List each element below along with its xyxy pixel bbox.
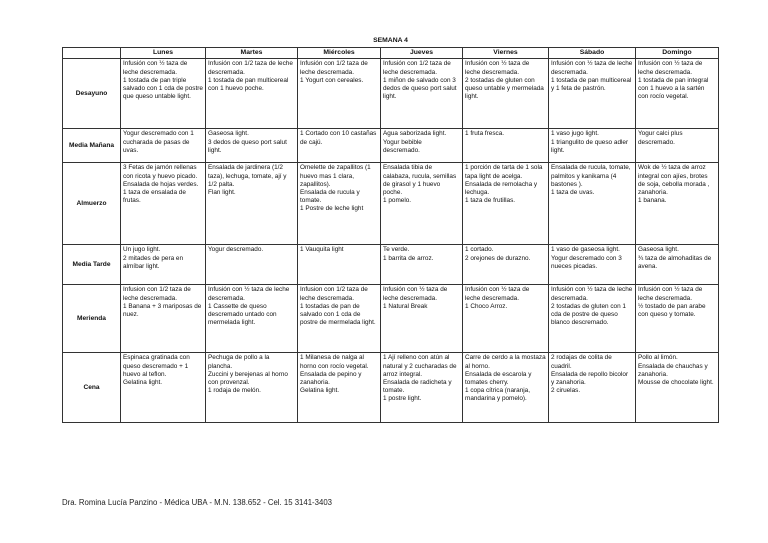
- meal-item: 2 tostadas de gluten con 1 cda de postre de queso blanco descremado.: [551, 302, 626, 327]
- meal-cell: [206, 353, 298, 423]
- meal-item: 1 barrita de arroz.: [383, 254, 434, 262]
- meal-item: 1 taza de frutillas.: [465, 197, 516, 205]
- meal-cell: [463, 353, 549, 423]
- meal-item: Infusión con ½ taza de leche descremada.: [123, 60, 188, 76]
- meal-cell: [636, 163, 719, 245]
- meal-item: Mousse de chocolate light.: [638, 379, 714, 387]
- day-header-4: Jueves: [381, 48, 463, 59]
- meal-item: Ensalada de repollo bicolor y zanahoria.: [551, 370, 629, 387]
- meal-item: Ensalada de jardinera (1/2 taza), lechuga, tomate, ají y 1/2 palta.: [208, 164, 287, 188]
- meal-item: 1 rodaja de melón.: [208, 387, 261, 395]
- meal-item: 1 miñon de salvado con 3 dedos de queso port salut light.: [383, 76, 457, 101]
- meal-rows: [63, 59, 719, 423]
- meal-item: 1 Milanesa de nalga al horno con rocío vegetal.: [300, 354, 369, 370]
- meal-item: 1 pomelo.: [383, 197, 412, 205]
- day-header-7: Domingo: [636, 48, 719, 59]
- meal-cell: [121, 245, 206, 285]
- meal-item: 2 tostadas de gluten con queso untable y mermelada light.: [465, 76, 544, 101]
- meal-item: 1 cortado.: [465, 246, 494, 254]
- meal-cell: [381, 285, 463, 353]
- meal-cell: [298, 163, 381, 245]
- meal-item: Ensalada de remolacha y lechuga.: [465, 180, 538, 197]
- meal-item: 1 Vauquita light: [300, 246, 344, 254]
- meal-cell: [636, 353, 719, 423]
- meal-cell: [298, 245, 381, 285]
- meal-item: 1 tostada de pan integral con 1 huevo a la sartén con rocío vegetal.: [638, 76, 709, 101]
- meal-cell: [636, 129, 719, 163]
- meal-item: 1 taza de uvas.: [551, 189, 595, 197]
- meal-cell: [549, 129, 636, 163]
- meal-item: Ensalada de hojas verdes.: [123, 180, 199, 188]
- meal-item: 1 Yogurt con cereales.: [300, 76, 364, 84]
- meal-cell: [636, 59, 719, 129]
- meal-row: [63, 163, 719, 245]
- day-header-3: Miércoles: [298, 48, 381, 59]
- day-header-6: Sábado: [549, 48, 636, 59]
- meal-cell: [121, 285, 206, 353]
- meal-item: Pollo al limón.: [638, 354, 678, 362]
- meal-label: Merienda: [63, 285, 121, 353]
- meal-item: Gelatina light.: [123, 379, 163, 387]
- meal-row: [63, 285, 719, 353]
- meal-item: Infusión con ½ taza de leche descremada.: [465, 60, 530, 76]
- meal-cell: [463, 59, 549, 129]
- meal-item: 1 vaso jugo light.: [551, 130, 599, 138]
- meal-cell: [381, 245, 463, 285]
- meal-item: Infusion con 1/2 taza de leche descremada.: [123, 286, 191, 302]
- meal-item: Infusión con ½ taza de leche descremada.: [383, 286, 448, 302]
- meal-item: ¾ taza de almohaditas de avena.: [638, 254, 712, 270]
- meal-label: Almuerzo: [63, 163, 121, 245]
- meal-cell: [381, 59, 463, 129]
- meal-label: Desayuno: [63, 59, 121, 129]
- meal-item: 1 tostadas de pan de salvado con 1 cda de postre de mermelada light.: [300, 302, 376, 327]
- meal-item: Infusión con 1/2 taza de leche descremada.: [383, 60, 451, 76]
- meal-item: Infusión con 1/2 taza de leche descremada.: [208, 60, 293, 76]
- meal-cell: [298, 59, 381, 129]
- meal-item: Gaseosa light.: [208, 130, 249, 138]
- week-title: SEMANA 4: [373, 37, 408, 44]
- meal-cell: [549, 285, 636, 353]
- meal-cell: [121, 129, 206, 163]
- meal-item: Ensalada de chauchas y zanahoria.: [638, 362, 708, 378]
- meal-item: 1 tostada de pan triple salvado con 1 cda de postre que queso untable light.: [123, 76, 203, 101]
- meal-item: Yogur descremado con 3 nueces picadas.: [551, 254, 622, 270]
- meal-item: Yogur calci plus descremado.: [638, 130, 683, 146]
- meal-plan-sheet: [62, 36, 718, 423]
- meal-cell: [549, 163, 636, 245]
- meal-item: Ensalada de radicheta y tomate.: [383, 379, 452, 395]
- meal-item: 1 Ají relleno con atún al natural y 2 cucharadas de arroz integral.: [383, 354, 457, 378]
- meal-cell: [206, 129, 298, 163]
- meal-cell: [549, 245, 636, 285]
- meal-item: 2 mitades de pera en almíbar light.: [123, 254, 184, 270]
- meal-cell: [381, 129, 463, 163]
- meal-item: 1 fruta fresca.: [465, 130, 505, 138]
- meal-item: Omelette de zapallitos (1 huevo mas 1 clara, zapallitos).: [300, 164, 371, 188]
- meal-item: Un jugo light.: [123, 246, 161, 254]
- meal-item: 1 Postre de leche light: [300, 205, 364, 213]
- meal-item: Pechuga de pollo a la plancha.: [208, 354, 270, 370]
- meal-cell: [549, 59, 636, 129]
- corner-cell: [63, 48, 121, 59]
- meal-cell: [298, 353, 381, 423]
- meal-cell: [463, 163, 549, 245]
- meal-cell: [463, 285, 549, 353]
- meal-label: Media Mañana: [63, 129, 121, 163]
- meal-item: Yogur bebible descremado.: [383, 138, 422, 154]
- meal-item: 3 dedos de queso port salut light.: [208, 138, 287, 154]
- meal-cell: [381, 163, 463, 245]
- meal-item: Te verde.: [383, 246, 410, 254]
- meal-item: 1 Cortado con 10 castañas de cajú.: [300, 130, 377, 146]
- meal-item: 1 postre light.: [383, 395, 422, 403]
- meal-item: 1 Cassette de queso descremado untado con mermelada light.: [208, 302, 277, 327]
- meal-item: Yogur descremado con 1 cucharada de pasas de uvas.: [123, 130, 194, 154]
- meal-item: Gaseosa light.: [638, 246, 679, 254]
- meal-row: [63, 245, 719, 285]
- meal-item: 2 ciruelas.: [551, 387, 581, 395]
- meal-item: Infusión con ½ taza de leche descremada.: [638, 286, 703, 302]
- day-header-row: [63, 48, 719, 59]
- meal-row: [63, 129, 719, 163]
- meal-item: 1 triangulito de queso adler light.: [551, 138, 629, 154]
- meal-cell: [298, 129, 381, 163]
- meal-item: 1 banana.: [638, 197, 667, 205]
- meal-item: Infusión con ½ taza de leche descremada.: [638, 60, 703, 76]
- meal-item: Ensalada de rucula y tomate.: [300, 189, 360, 205]
- meal-cell: [549, 353, 636, 423]
- meal-item: 1 tostada de pan multicereal con 1 huevo poche.: [208, 76, 289, 93]
- meal-cell: [636, 245, 719, 285]
- meal-item: Ensalada de pepino y zanahoria.: [300, 370, 362, 387]
- meal-item: 2 orejones de durazno.: [465, 254, 531, 262]
- meal-item: Ensalada de rucula, tomate, palmitos y kanikama (4 bastones ).: [551, 164, 631, 188]
- meal-item: 3 Fetas de jamón rellenas con ricota y huevo picado.: [123, 164, 198, 180]
- meal-item: 1 taza de ensalada de frutas.: [123, 189, 186, 205]
- meal-item: Infusión con ½ taza de leche descremada.: [551, 60, 633, 76]
- meal-label: Media Tarde: [63, 245, 121, 285]
- meal-row: [63, 353, 719, 423]
- meal-cell: [206, 59, 298, 129]
- meal-item: Wok de ½ taza de arroz integral con ajíes, brotes de soja, cebolla morada , zanahoria.: [638, 164, 710, 197]
- meal-item: Agua saborizada light.: [383, 130, 447, 138]
- meal-item: 1 Natural Break: [383, 302, 428, 310]
- meal-item: 2 rodajas de colita de cuadril.: [551, 354, 612, 370]
- meal-item: Ensalada de escarola y tomates cherry.: [465, 370, 532, 387]
- meal-item: Yogur descremado.: [208, 246, 264, 254]
- meal-item: ½ tostado de pan arabe con queso y tomate.: [638, 302, 706, 319]
- meal-cell: [206, 163, 298, 245]
- day-header-1: Lunes: [121, 48, 206, 59]
- doctor-footer: Dra. Romina Lucía Panzino - Médica UBA - M.N. 138.652 - Cel. 15 3141-3403: [62, 498, 332, 507]
- meal-item: Infusión con ½ taza de leche descremada.: [208, 286, 290, 302]
- meal-cell: [298, 285, 381, 353]
- day-header-2: Martes: [206, 48, 298, 59]
- meal-item: Flan light.: [208, 189, 236, 197]
- meal-item: Zuccini y berejenas al horno con provenzal.: [208, 370, 288, 387]
- meal-label: Cena: [63, 353, 121, 423]
- meal-item: 1 tostada de pan multicereal y 1 feta de pastrón.: [551, 76, 632, 93]
- meal-plan-table: [62, 36, 719, 423]
- meal-item: Carre de cerdo a la mostaza al horno.: [465, 354, 546, 370]
- meal-item: Infusión con 1/2 taza de leche descremada.: [300, 60, 368, 76]
- meal-item: Espinaca gratinada con queso descremado + 1 huevo al teflon.: [123, 354, 190, 378]
- meal-cell: [121, 353, 206, 423]
- meal-item: 1 vaso de gaseosa light.: [551, 246, 620, 254]
- meal-cell: [463, 245, 549, 285]
- meal-item: 1 copa cítrica (naranja, mandarina y pomelo).: [465, 387, 531, 403]
- meal-item: 1 Banana + 3 mariposas de nuez.: [123, 302, 202, 319]
- meal-item: Infusión con ½ taza de leche descremada.: [465, 286, 530, 302]
- meal-cell: [206, 285, 298, 353]
- meal-cell: [636, 285, 719, 353]
- meal-cell: [463, 129, 549, 163]
- meal-cell: [121, 163, 206, 245]
- meal-row: [63, 59, 719, 129]
- meal-cell: [206, 245, 298, 285]
- day-header-5: Viernes: [463, 48, 549, 59]
- meal-item: Infusión con ½ taza de leche descremada.: [551, 286, 633, 302]
- meal-item: Gelatina light.: [300, 387, 340, 395]
- meal-item: 1 Choco Arroz.: [465, 302, 508, 310]
- meal-item: Ensalada tibia de calabaza, rucula, semillas de girasol y 1 huevo poche.: [383, 164, 457, 197]
- meal-cell: [121, 59, 206, 129]
- meal-cell: [381, 353, 463, 423]
- meal-item: 1 porción de tarta de 1 sola tapa light de acelga.: [465, 164, 543, 180]
- meal-item: Infusion con 1/2 taza de leche descremada.: [300, 286, 368, 302]
